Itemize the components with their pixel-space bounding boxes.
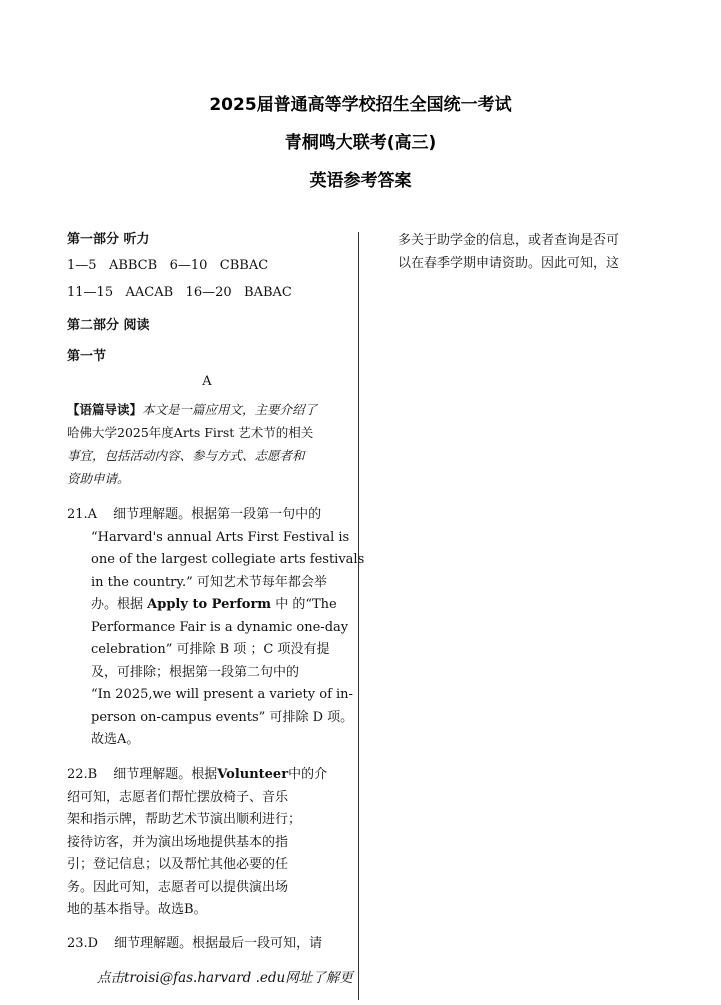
q21-line: in the country.” 可知艺术节每年都会举 [91, 574, 327, 590]
guide-line: 本文是一篇应用文，主要介绍了 [142, 402, 318, 417]
q21-line-part: 办。根据 [91, 597, 144, 612]
q22-line-part: 细节理解题。根据 [113, 767, 218, 782]
q21-line: “In 2025,we will present a variety of in- [91, 687, 353, 702]
question-21 [67, 504, 365, 752]
q22-line: 架和指示牌，帮助艺术节演出顺利进行； [67, 812, 302, 827]
q21-line: 故选A。 [91, 732, 140, 747]
q21-line: 细节理解题。根据第一段第一句中的 [113, 507, 322, 522]
question-23 [67, 933, 347, 956]
q22-line: 务。因此可知，志愿者可以提供演出场 [67, 879, 289, 895]
exam-title: 2025届普通高等学校招生全国统一考试 [209, 95, 512, 115]
footer-text: 点击troisi@fas.harvard .edu网址了解更 [97, 970, 353, 986]
q22-number: 22.B [67, 767, 98, 782]
q21-line: 及，可排除；根据第一段第二句中的 [91, 664, 300, 680]
q21-line [67, 594, 347, 617]
part2-title: 第二部分 阅读 [67, 318, 150, 333]
part1-title: 第一部分 听力 [67, 232, 150, 247]
question-22 [67, 764, 347, 922]
q21-number: 21.A [67, 507, 98, 522]
right-column [398, 230, 648, 275]
volunteer-term: Volunteer [217, 767, 289, 782]
q21-line: person on-campus events” 可排除 D 项。 [91, 709, 354, 725]
q22-line: 引；登记信息；以及帮忙其他必要的任 [67, 857, 289, 872]
right-line: 以在春季学期申请资助。因此可知，这 [398, 255, 620, 271]
q21-line: Performance Fair is a dynamic one-day [91, 619, 349, 635]
guide-label: 【语篇导读】 [67, 402, 143, 417]
q23-line: 细节理解题。根据最后一段可知，请 [114, 936, 323, 951]
guide-line: 哈佛大学2025年度Arts First 艺术节的相关 [67, 425, 314, 440]
apply-to-perform-term: Apply to Perform [147, 597, 272, 612]
right-line: 多关于助学金的信息，或者查询是否可 [398, 233, 620, 248]
section1-title: 第一节 [67, 349, 107, 364]
answer-key-title: 英语参考答案 [309, 171, 412, 191]
q22-line: 接待访客，并为演出场地提供基本的指 [67, 834, 289, 850]
passage-letter: A [202, 374, 212, 389]
answers-row-1: 1—5 ABBCB 6—10 CBBAC [67, 258, 269, 273]
guide-line: 资助申请。 [67, 471, 130, 486]
q21-line: one of the largest collegiate arts festivals [91, 552, 365, 567]
q21-line: “Harvard's annual Arts First Festival is [91, 529, 350, 545]
q23-number: 23.D [67, 936, 99, 951]
q21-line: celebration” 可排除 B 项 ；C 项没有提 [91, 642, 330, 657]
q22-first-line [67, 764, 347, 787]
guide-line: 事宜，包括活动内容、参与方式、志愿者和 [67, 448, 305, 463]
q22-line: 地的基本指导。故选B。 [67, 902, 207, 917]
q22-line-part: 中的介 [288, 767, 328, 782]
q22-line: 绍可知，志愿者们帮忙摆放椅子、音乐 [67, 789, 289, 805]
q21-first-line [67, 504, 347, 527]
answers-row-2: 11—15 AACAB 16—20 BABAC [67, 285, 292, 300]
exam-subtitle: 青桐鸣大联考(高三) [284, 133, 437, 153]
q21-line-part: 中 的“The [275, 597, 337, 612]
passage-guide [67, 398, 347, 490]
q23-first-line [67, 933, 347, 956]
column-divider [358, 232, 359, 1000]
